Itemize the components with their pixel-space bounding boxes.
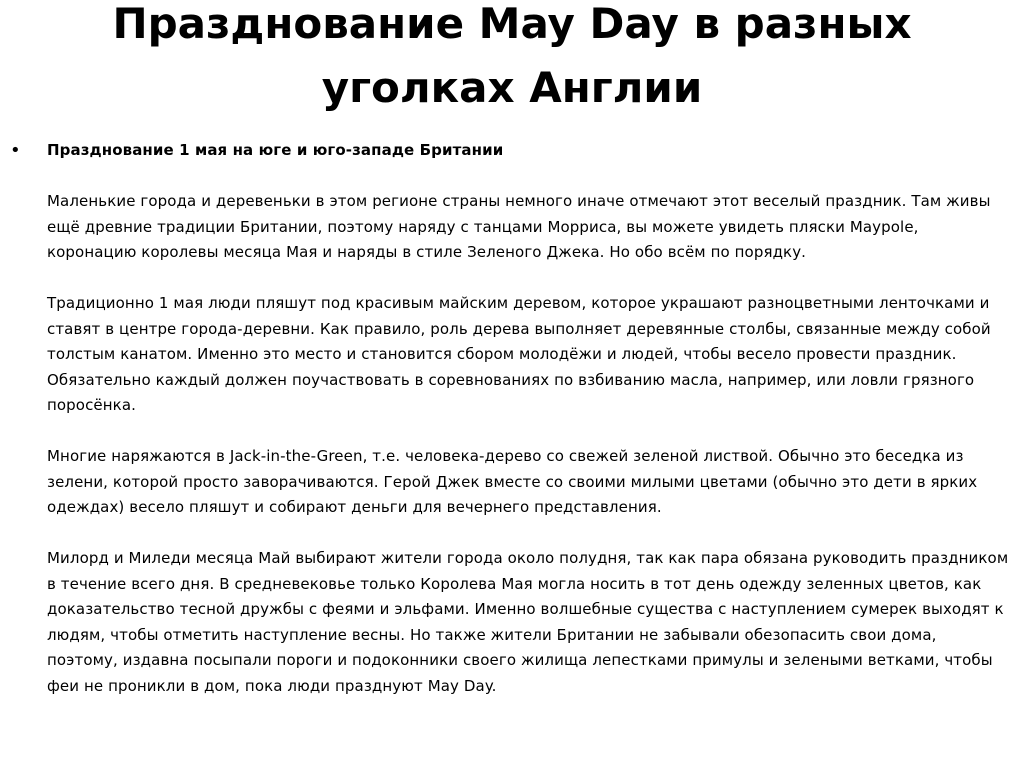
paragraph-2: Традиционно 1 мая люди пляшут под красивым майским деревом, которое украшают разноцветными ленточками и ставят в центре города-деревни. Как правило, роль дерева выполняет деревянные столбы, связанные между собой толстым канатом. Именно это место и становится сбором молодёжи и людей, чтобы весело провести праздник. Обязательно каждый должен поучаствовать в соревнованиях по взбиванию масла, например, или ловли грязного поросёнка.	[47, 294, 991, 414]
paragraph-4: Милорд и Миледи месяца Май выбирают жители города около полудня, так как пара обязана руководить праздником в течение всего дня. В средневековье только Королева Мая могла носить в тот день одежду зеленных цветов, как доказательство тесной дружбы с феями и эльфами. Именно волшебные существа с наступлением сумерек выходят к людям, чтобы отметить наступление весны. Но также жители Британии не забывали обезопасить свои дома, поэтому, издавна посыпали пороги и подоконники своего жилища лепестками примулы и зелеными ветками, чтобы феи не проникли в дом, пока люди празднуют May Day.	[47, 549, 1009, 695]
body-text	[47, 138, 1010, 699]
section-heading: Празднование 1 мая на юге и юго-западе Британии	[47, 141, 504, 159]
paragraph-1: Маленькие города и деревеньки в этом регионе страны немного иначе отмечают этот веселый праздник. Там живы ещё древние традиции Британии, поэтому наряду с танцами Морриса, вы можете увидеть пляски Maypole, коронацию королевы месяца Мая и наряды в стиле Зеленого Джека. Но обо всём по порядку.	[47, 192, 991, 261]
slide-title-line-1: Празднование May Day в разных	[112, 0, 912, 48]
slide-content	[10, 138, 1010, 699]
slide-title	[40, 0, 984, 120]
slide-title-line-2: уголках Англии	[321, 63, 703, 112]
paragraph-3: Многие наряжаются в Jack-in-the-Green, т.е. человека-дерево со свежей зеленой листвой. Обычно это беседка из зелени, которой просто заворачиваются. Герой Джек вместе со своими милыми цветами (обычно это дети в ярких одеждах) весело пляшут и собирают деньги для вечернего представления.	[47, 447, 978, 516]
bullet-marker: •	[10, 140, 21, 161]
